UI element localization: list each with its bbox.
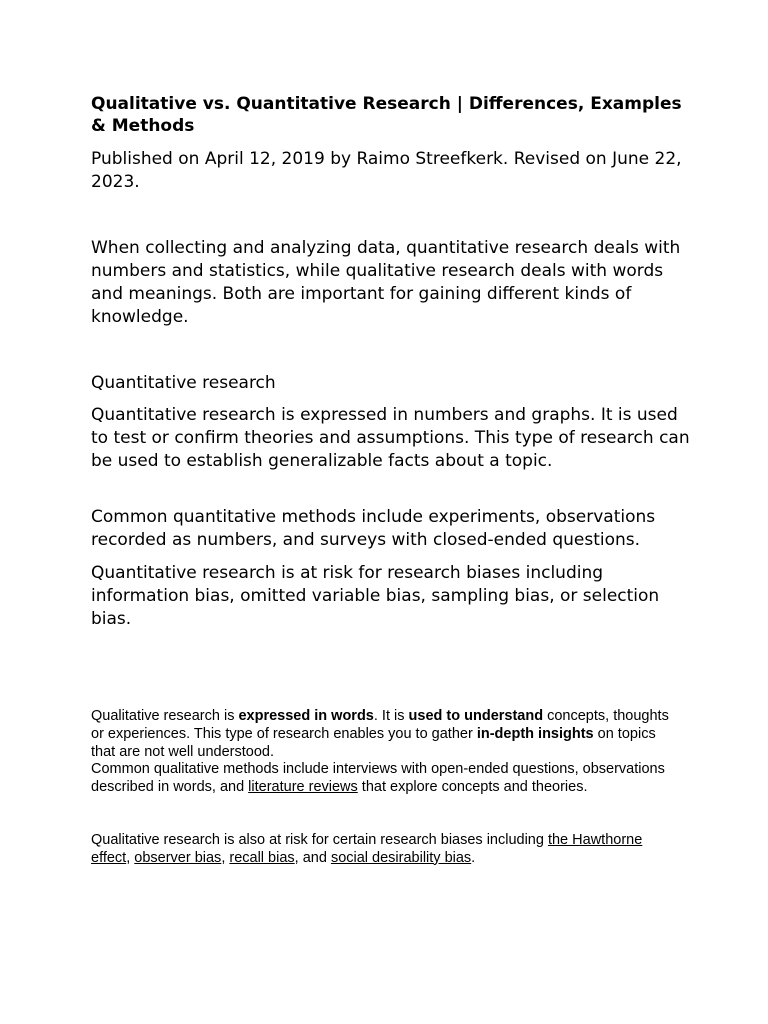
bold-run: in-depth insights bbox=[476, 725, 594, 742]
quantitative-paragraph-3: Quantitative research is at risk for research biases including information bias, omitted variable bias, sampling bias, or selection bias. bbox=[91, 563, 660, 629]
text-run: . It is bbox=[373, 708, 409, 724]
literature-reviews-link[interactable]: literature reviews bbox=[248, 779, 358, 796]
text-run: concepts, thoughts or experiences. This type of research enables you to gather bbox=[91, 708, 669, 742]
text-run: Qualitative research is also at risk for certain research biases including bbox=[91, 832, 548, 848]
hawthorne-effect-link[interactable]: the Hawthorne effect bbox=[91, 832, 643, 866]
qualitative-paragraph-1 bbox=[91, 708, 681, 761]
quantitative-paragraph-1: Quantitative research is expressed in numbers and graphs. It is used to test or confirm theories and assumptions. This type of research can be used to establish generalizable facts about a topic. bbox=[91, 405, 690, 471]
recall-bias-link[interactable]: recall bias bbox=[229, 849, 295, 866]
observer-bias-link[interactable]: observer bias bbox=[134, 849, 222, 866]
text-run: , and bbox=[294, 849, 331, 866]
article-byline: Published on April 12, 2019 by Raimo Streefkerk. Revised on June 22, 2023. bbox=[91, 149, 682, 192]
social-desirability-bias-link[interactable]: social desirability bias bbox=[330, 849, 472, 866]
qualitative-paragraph-3 bbox=[91, 832, 681, 868]
text-run: , bbox=[221, 849, 230, 866]
quantitative-heading: Quantitative research bbox=[91, 373, 276, 393]
text-run: Common qualitative methods include interviews with open-ended questions, observations described in words, and bbox=[91, 761, 665, 796]
bold-run: used to understand bbox=[408, 708, 544, 724]
text-run: that explore concepts and theories. bbox=[357, 779, 588, 796]
article-title: Qualitative vs. Quantitative Research | Differences, Examples & Methods bbox=[91, 94, 682, 136]
intro-paragraph: When collecting and analyzing data, quantitative research deals with numbers and statistics, while qualitative research deals with words and meanings. Both are important for gaining different kinds of knowledge. bbox=[91, 238, 681, 327]
bold-run: expressed in words bbox=[238, 708, 374, 724]
quantitative-paragraph-2: Common quantitative methods include experiments, observations recorded as numbers, and surveys with closed-ended questions. bbox=[91, 507, 656, 550]
text-run: Qualitative research is bbox=[91, 708, 239, 724]
text-run: . bbox=[471, 849, 476, 866]
qualitative-section bbox=[91, 708, 681, 797]
text-run: , bbox=[126, 849, 135, 866]
qualitative-paragraph-2 bbox=[91, 761, 681, 797]
text-run: on topics that are not well understood. bbox=[91, 725, 656, 760]
